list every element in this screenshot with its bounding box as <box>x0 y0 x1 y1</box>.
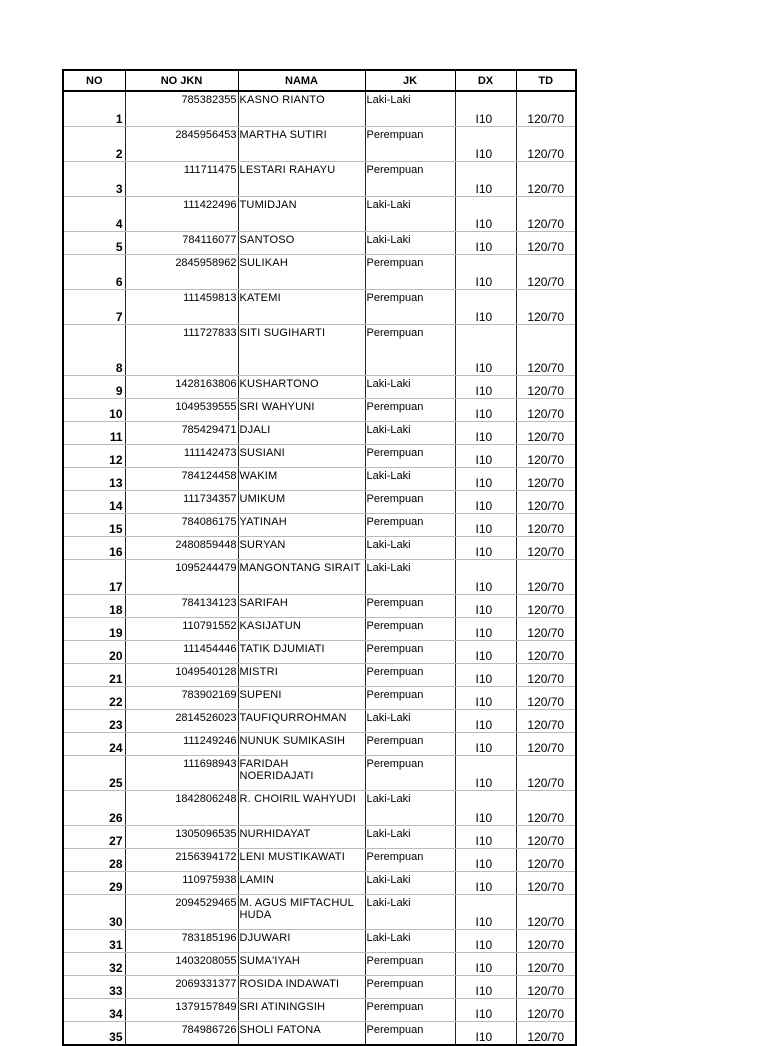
cell-dx: I10 <box>455 197 516 232</box>
cell-no-jkn: 1842806248 <box>125 791 238 826</box>
table-row <box>63 376 576 399</box>
cell-td: 120/70 <box>516 514 576 537</box>
cell-no-jkn: 1049539555 <box>125 399 238 422</box>
cell-nama: SULIKAH <box>238 255 365 290</box>
cell-no: 26 <box>63 791 125 826</box>
cell-td: 120/70 <box>516 872 576 895</box>
cell-no: 4 <box>63 197 125 232</box>
table-row <box>63 618 576 641</box>
cell-no: 21 <box>63 664 125 687</box>
cell-no-jkn: 784134123 <box>125 595 238 618</box>
cell-no-jkn: 784986726 <box>125 1022 238 1046</box>
cell-td: 120/70 <box>516 232 576 255</box>
cell-nama: MANGONTANG SIRAIT <box>238 560 365 595</box>
cell-nama: KATEMI <box>238 290 365 325</box>
table-row <box>63 399 576 422</box>
cell-no-jkn: 111142473 <box>125 445 238 468</box>
cell-no: 5 <box>63 232 125 255</box>
cell-nama: KASIJATUN <box>238 618 365 641</box>
cell-dx: I10 <box>455 849 516 872</box>
cell-jk: Perempuan <box>365 756 455 791</box>
cell-dx: I10 <box>455 976 516 999</box>
cell-no-jkn: 1305096535 <box>125 826 238 849</box>
cell-nama: TUMIDJAN <box>238 197 365 232</box>
cell-nama: SURYAN <box>238 537 365 560</box>
cell-dx: I10 <box>455 325 516 376</box>
table-row <box>63 953 576 976</box>
cell-jk: Perempuan <box>365 618 455 641</box>
cell-td: 120/70 <box>516 491 576 514</box>
cell-no: 29 <box>63 872 125 895</box>
table-row <box>63 733 576 756</box>
table-row <box>63 895 576 930</box>
table-row <box>63 930 576 953</box>
cell-td: 120/70 <box>516 999 576 1022</box>
cell-dx: I10 <box>455 641 516 664</box>
cell-nama: KASNO RIANTO <box>238 91 365 127</box>
table-row <box>63 999 576 1022</box>
cell-jk: Laki-Laki <box>365 422 455 445</box>
cell-no-jkn: 1379157849 <box>125 999 238 1022</box>
cell-dx: I10 <box>455 930 516 953</box>
cell-td: 120/70 <box>516 162 576 197</box>
cell-no: 33 <box>63 976 125 999</box>
cell-td: 120/70 <box>516 468 576 491</box>
cell-no: 32 <box>63 953 125 976</box>
cell-jk: Laki-Laki <box>365 710 455 733</box>
cell-dx: I10 <box>455 445 516 468</box>
cell-no-jkn: 1049540128 <box>125 664 238 687</box>
table-row <box>63 422 576 445</box>
cell-nama: KUSHARTONO <box>238 376 365 399</box>
cell-jk: Laki-Laki <box>365 197 455 232</box>
cell-td: 120/70 <box>516 399 576 422</box>
cell-jk: Perempuan <box>365 445 455 468</box>
cell-nama: MARTHA SUTIRI <box>238 127 365 162</box>
cell-no-jkn: 111422496 <box>125 197 238 232</box>
table-body <box>63 91 576 1045</box>
cell-nama: SARIFAH <box>238 595 365 618</box>
cell-no: 31 <box>63 930 125 953</box>
header-no: NO <box>63 70 125 91</box>
cell-jk: Laki-Laki <box>365 872 455 895</box>
cell-no-jkn: 1403208055 <box>125 953 238 976</box>
cell-td: 120/70 <box>516 290 576 325</box>
cell-jk: Perempuan <box>365 162 455 197</box>
cell-no-jkn: 111698943 <box>125 756 238 791</box>
cell-no: 16 <box>63 537 125 560</box>
cell-jk: Perempuan <box>365 325 455 376</box>
cell-td: 120/70 <box>516 976 576 999</box>
cell-td: 120/70 <box>516 618 576 641</box>
table-row <box>63 872 576 895</box>
cell-td: 120/70 <box>516 197 576 232</box>
cell-jk: Perempuan <box>365 127 455 162</box>
cell-no: 15 <box>63 514 125 537</box>
cell-nama: NURHIDAYAT <box>238 826 365 849</box>
cell-td: 120/70 <box>516 710 576 733</box>
cell-no: 34 <box>63 999 125 1022</box>
cell-td: 120/70 <box>516 953 576 976</box>
cell-jk: Perempuan <box>365 514 455 537</box>
cell-nama: SUSIANI <box>238 445 365 468</box>
cell-no: 3 <box>63 162 125 197</box>
cell-dx: I10 <box>455 756 516 791</box>
cell-dx: I10 <box>455 1022 516 1046</box>
table-row <box>63 710 576 733</box>
cell-jk: Laki-Laki <box>365 91 455 127</box>
cell-no: 22 <box>63 687 125 710</box>
table-row <box>63 290 576 325</box>
cell-no-jkn: 2094529465 <box>125 895 238 930</box>
table-row <box>63 560 576 595</box>
cell-td: 120/70 <box>516 895 576 930</box>
cell-dx: I10 <box>455 255 516 290</box>
cell-dx: I10 <box>455 895 516 930</box>
cell-no: 25 <box>63 756 125 791</box>
cell-nama: SHOLI FATONA <box>238 1022 365 1046</box>
cell-no: 20 <box>63 641 125 664</box>
cell-jk: Perempuan <box>365 290 455 325</box>
cell-td: 120/70 <box>516 826 576 849</box>
cell-nama: TATIK DJUMIATI <box>238 641 365 664</box>
cell-no: 35 <box>63 1022 125 1046</box>
cell-no: 23 <box>63 710 125 733</box>
cell-dx: I10 <box>455 999 516 1022</box>
table-row <box>63 664 576 687</box>
cell-no-jkn: 784086175 <box>125 514 238 537</box>
table-row <box>63 197 576 232</box>
cell-jk: Perempuan <box>365 664 455 687</box>
cell-no-jkn: 111459813 <box>125 290 238 325</box>
cell-no-jkn: 783185196 <box>125 930 238 953</box>
cell-td: 120/70 <box>516 641 576 664</box>
cell-td: 120/70 <box>516 791 576 826</box>
cell-dx: I10 <box>455 376 516 399</box>
table-row <box>63 641 576 664</box>
cell-td: 120/70 <box>516 445 576 468</box>
cell-jk: Perempuan <box>365 849 455 872</box>
cell-no-jkn: 785429471 <box>125 422 238 445</box>
cell-nama: YATINAH <box>238 514 365 537</box>
cell-jk: Perempuan <box>365 641 455 664</box>
cell-td: 120/70 <box>516 756 576 791</box>
cell-jk: Perempuan <box>365 399 455 422</box>
cell-no: 13 <box>63 468 125 491</box>
cell-no-jkn: 1428163806 <box>125 376 238 399</box>
cell-no-jkn: 111734357 <box>125 491 238 514</box>
cell-no-jkn: 785382355 <box>125 91 238 127</box>
header-td: TD <box>516 70 576 91</box>
table-row <box>63 127 576 162</box>
cell-jk: Perempuan <box>365 255 455 290</box>
cell-td: 120/70 <box>516 733 576 756</box>
cell-nama: TAUFIQURROHMAN <box>238 710 365 733</box>
cell-nama: MISTRI <box>238 664 365 687</box>
header-nama: NAMA <box>238 70 365 91</box>
cell-nama: SRI WAHYUNI <box>238 399 365 422</box>
cell-no: 11 <box>63 422 125 445</box>
cell-td: 120/70 <box>516 1022 576 1046</box>
cell-nama: SRI ATININGSIH <box>238 999 365 1022</box>
cell-dx: I10 <box>455 399 516 422</box>
cell-nama: M. AGUS MIFTACHUL HUDA <box>238 895 365 930</box>
cell-dx: I10 <box>455 595 516 618</box>
cell-nama: ROSIDA INDAWATI <box>238 976 365 999</box>
cell-no-jkn: 111711475 <box>125 162 238 197</box>
cell-jk: Laki-Laki <box>365 468 455 491</box>
cell-no: 14 <box>63 491 125 514</box>
cell-no: 17 <box>63 560 125 595</box>
cell-dx: I10 <box>455 791 516 826</box>
table-row <box>63 91 576 127</box>
cell-no: 12 <box>63 445 125 468</box>
table-row <box>63 687 576 710</box>
cell-jk: Perempuan <box>365 491 455 514</box>
table-row <box>63 514 576 537</box>
cell-no: 8 <box>63 325 125 376</box>
cell-nama: SUPENI <box>238 687 365 710</box>
cell-no: 6 <box>63 255 125 290</box>
table-row <box>63 537 576 560</box>
cell-no: 2 <box>63 127 125 162</box>
cell-no-jkn: 2845958962 <box>125 255 238 290</box>
cell-jk: Perempuan <box>365 953 455 976</box>
cell-no-jkn: 111727833 <box>125 325 238 376</box>
header-row <box>63 70 576 91</box>
cell-jk: Laki-Laki <box>365 537 455 560</box>
table-row <box>63 445 576 468</box>
cell-dx: I10 <box>455 733 516 756</box>
header-no-jkn: NO JKN <box>125 70 238 91</box>
cell-jk: Perempuan <box>365 1022 455 1046</box>
cell-dx: I10 <box>455 664 516 687</box>
cell-td: 120/70 <box>516 127 576 162</box>
cell-no-jkn: 1095244479 <box>125 560 238 595</box>
cell-td: 120/70 <box>516 422 576 445</box>
cell-nama: SITI SUGIHARTI <box>238 325 365 376</box>
cell-jk: Perempuan <box>365 999 455 1022</box>
cell-dx: I10 <box>455 127 516 162</box>
cell-dx: I10 <box>455 232 516 255</box>
cell-no: 9 <box>63 376 125 399</box>
cell-jk: Perempuan <box>365 733 455 756</box>
cell-td: 120/70 <box>516 687 576 710</box>
cell-td: 120/70 <box>516 91 576 127</box>
cell-dx: I10 <box>455 290 516 325</box>
cell-no-jkn: 111454446 <box>125 641 238 664</box>
cell-no: 18 <box>63 595 125 618</box>
cell-td: 120/70 <box>516 595 576 618</box>
cell-td: 120/70 <box>516 849 576 872</box>
cell-jk: Laki-Laki <box>365 232 455 255</box>
cell-no-jkn: 2156394172 <box>125 849 238 872</box>
cell-no: 28 <box>63 849 125 872</box>
cell-jk: Perempuan <box>365 976 455 999</box>
cell-nama: R. CHOIRIL WAHYUDI <box>238 791 365 826</box>
table-row <box>63 232 576 255</box>
patient-table <box>62 69 577 1046</box>
cell-no-jkn: 783902169 <box>125 687 238 710</box>
table-row <box>63 1022 576 1046</box>
cell-no: 10 <box>63 399 125 422</box>
table-row <box>63 325 576 376</box>
cell-td: 120/70 <box>516 664 576 687</box>
table-row <box>63 162 576 197</box>
cell-nama: SUMA'IYAH <box>238 953 365 976</box>
cell-nama: SANTOSO <box>238 232 365 255</box>
cell-no: 1 <box>63 91 125 127</box>
cell-dx: I10 <box>455 710 516 733</box>
cell-jk: Laki-Laki <box>365 895 455 930</box>
cell-no: 7 <box>63 290 125 325</box>
cell-dx: I10 <box>455 422 516 445</box>
cell-no-jkn: 784124458 <box>125 468 238 491</box>
cell-dx: I10 <box>455 491 516 514</box>
header-dx: DX <box>455 70 516 91</box>
cell-dx: I10 <box>455 514 516 537</box>
table-row <box>63 595 576 618</box>
cell-jk: Laki-Laki <box>365 791 455 826</box>
cell-no-jkn: 111249246 <box>125 733 238 756</box>
cell-nama: LENI MUSTIKAWATI <box>238 849 365 872</box>
table-row <box>63 976 576 999</box>
cell-no: 30 <box>63 895 125 930</box>
table-row <box>63 791 576 826</box>
header-jk: JK <box>365 70 455 91</box>
cell-dx: I10 <box>455 560 516 595</box>
cell-nama: NUNUK SUMIKASIH <box>238 733 365 756</box>
cell-no-jkn: 784116077 <box>125 232 238 255</box>
cell-jk: Perempuan <box>365 595 455 618</box>
cell-dx: I10 <box>455 91 516 127</box>
cell-td: 120/70 <box>516 560 576 595</box>
cell-td: 120/70 <box>516 930 576 953</box>
table-row <box>63 826 576 849</box>
cell-no-jkn: 2069331377 <box>125 976 238 999</box>
cell-dx: I10 <box>455 953 516 976</box>
cell-nama: WAKIM <box>238 468 365 491</box>
cell-td: 120/70 <box>516 537 576 560</box>
cell-nama: UMIKUM <box>238 491 365 514</box>
cell-dx: I10 <box>455 468 516 491</box>
table-row <box>63 468 576 491</box>
cell-jk: Laki-Laki <box>365 826 455 849</box>
cell-nama: DJUWARI <box>238 930 365 953</box>
cell-no-jkn: 2480859448 <box>125 537 238 560</box>
cell-nama: FARIDAH NOERIDAJATI <box>238 756 365 791</box>
cell-dx: I10 <box>455 162 516 197</box>
cell-jk: Laki-Laki <box>365 930 455 953</box>
cell-no-jkn: 110791552 <box>125 618 238 641</box>
table-row <box>63 849 576 872</box>
cell-no-jkn: 110975938 <box>125 872 238 895</box>
cell-dx: I10 <box>455 826 516 849</box>
cell-dx: I10 <box>455 872 516 895</box>
cell-no-jkn: 2845956453 <box>125 127 238 162</box>
cell-dx: I10 <box>455 618 516 641</box>
cell-no-jkn: 2814526023 <box>125 710 238 733</box>
cell-no: 27 <box>63 826 125 849</box>
cell-dx: I10 <box>455 687 516 710</box>
cell-td: 120/70 <box>516 376 576 399</box>
cell-dx: I10 <box>455 537 516 560</box>
cell-jk: Laki-Laki <box>365 560 455 595</box>
cell-nama: LAMIN <box>238 872 365 895</box>
cell-no: 24 <box>63 733 125 756</box>
cell-jk: Perempuan <box>365 687 455 710</box>
cell-nama: LESTARI RAHAYU <box>238 162 365 197</box>
table-row <box>63 255 576 290</box>
cell-no: 19 <box>63 618 125 641</box>
table-row <box>63 491 576 514</box>
cell-jk: Laki-Laki <box>365 376 455 399</box>
cell-td: 120/70 <box>516 255 576 290</box>
cell-nama: DJALI <box>238 422 365 445</box>
table-row <box>63 756 576 791</box>
cell-td: 120/70 <box>516 325 576 376</box>
